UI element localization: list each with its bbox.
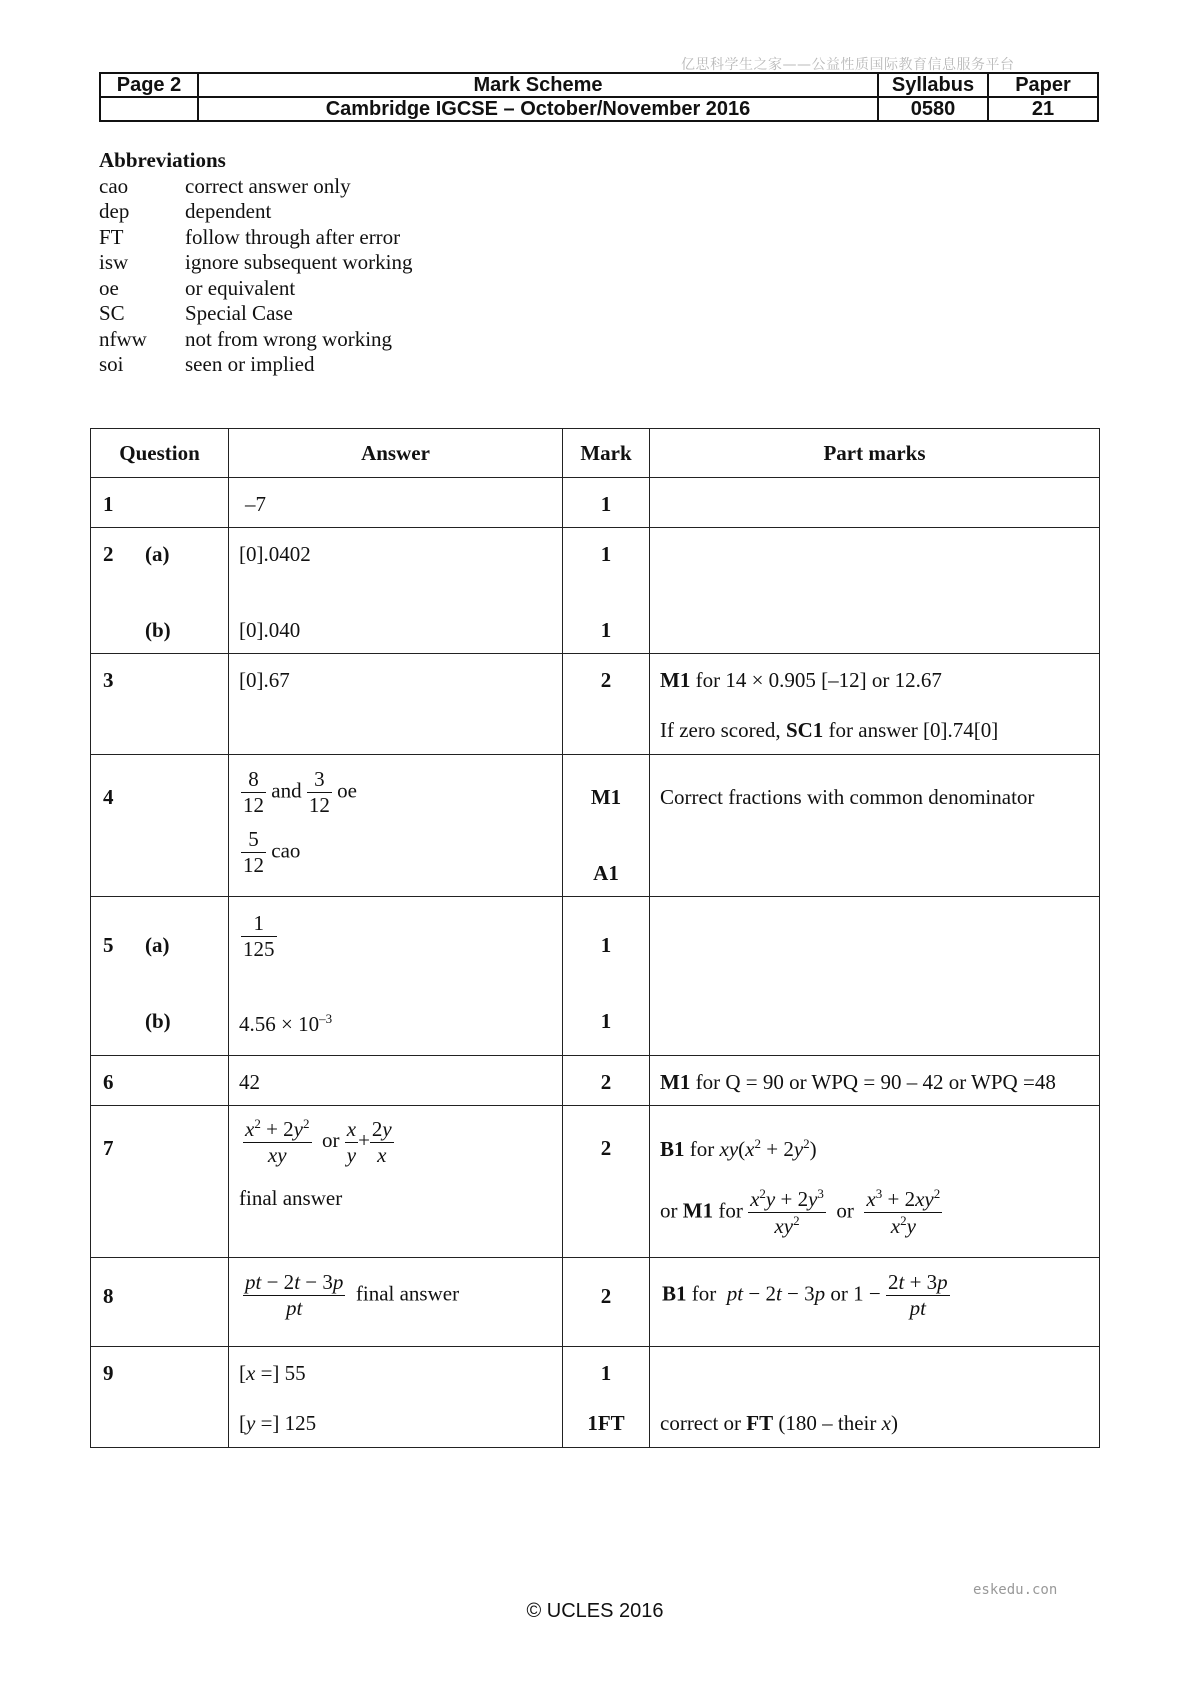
answer-text: [0].040	[239, 618, 301, 642]
denominator: 125	[243, 937, 275, 961]
abbr-row	[99, 199, 412, 225]
abbr-code: nfww	[99, 326, 147, 351]
answer-text	[239, 1011, 332, 1037]
table-row	[91, 478, 1100, 528]
mark-value: 1	[600, 1009, 612, 1033]
fraction: $\frac{x^3 + 2xy^2}{x^2y}$	[866, 1186, 941, 1238]
mark-code: M1	[660, 1070, 691, 1094]
answer-part: [	[239, 1361, 246, 1385]
answer-exponent: –3	[319, 1011, 333, 1026]
answer-fraction-final	[241, 827, 300, 878]
abbr-meaning: ignore subsequent working	[185, 250, 413, 274]
question-number: 3	[103, 668, 114, 692]
fraction	[307, 767, 332, 818]
abbr-row	[99, 250, 412, 276]
part-mark-detail: correct or	[660, 1411, 747, 1435]
part-mark-detail: for	[718, 1198, 743, 1223]
col-part-header: Part marks	[650, 429, 1100, 478]
part-mark-detail: or	[830, 1281, 848, 1306]
mark-scheme-table	[90, 428, 1100, 1448]
abbr-row	[99, 352, 412, 378]
answer-text: 42	[239, 1070, 260, 1094]
answer-part: =] 55	[255, 1361, 306, 1385]
answer-part: =] 125	[255, 1411, 317, 1435]
answer-text: or	[322, 1127, 340, 1152]
header-table	[99, 72, 1099, 122]
part-label: (a)	[145, 542, 170, 566]
mark-code: M1	[660, 668, 691, 692]
question-number: 7	[103, 1136, 114, 1160]
answer-expression: $\frac{x^2 + 2y^2}{xy}$ or $\frac{x}{y}$ + $\frac{2y}{x}$	[245, 1116, 392, 1167]
part-label: (b)	[145, 618, 171, 642]
mark-value: 1	[600, 933, 612, 957]
part-mark-text: B1 for pt − 2t − 3p or 1 − $\frac{2t + 3p}{pt}$	[662, 1270, 948, 1320]
part-mark-text	[660, 668, 942, 693]
part-mark-text	[660, 1070, 1056, 1095]
table-row	[91, 654, 1100, 755]
answer-fractions	[241, 767, 357, 818]
answer-text: cao	[271, 838, 301, 863]
table-row	[91, 1258, 1100, 1347]
part-mark-detail: for answer [0].74[0]	[823, 718, 999, 742]
abbreviations-title: Abbreviations	[99, 148, 226, 172]
paper-number: 21	[988, 97, 1098, 121]
abbr-code: soi	[99, 352, 124, 376]
part-mark-detail: If zero scored,	[660, 718, 786, 742]
mark-code: M1	[682, 1198, 714, 1223]
mark-value: 2	[600, 1284, 612, 1308]
table-row	[91, 1056, 1100, 1106]
watermark-bottom: eskedu.con	[973, 1582, 1058, 1598]
answer-base: 4.56 × 10	[239, 1012, 320, 1036]
mark-value: 2	[600, 1136, 612, 1160]
mark-code: FT	[746, 1411, 774, 1435]
mark-value: A1	[593, 861, 619, 885]
answer-text: final answer	[239, 1186, 343, 1210]
fraction	[241, 911, 277, 962]
abbr-meaning: Special Case	[185, 301, 293, 325]
col-answer-header: Answer	[229, 429, 563, 478]
question-number: 9	[103, 1361, 114, 1385]
abbr-meaning: not from wrong working	[185, 326, 393, 351]
answer-text	[239, 1411, 316, 1436]
numerator: 3	[314, 767, 325, 791]
fraction: $\frac{x}{y}$	[346, 1116, 357, 1167]
fraction: $\frac{2t + 3p}{pt}$	[887, 1270, 948, 1320]
paper-label: Paper	[988, 73, 1098, 97]
part-mark-detail: or	[660, 1198, 678, 1223]
question-number: 4	[103, 785, 114, 809]
abbr-code: FT	[99, 224, 124, 249]
fraction: $\frac{x^2 + 2y^2}{xy}$	[245, 1116, 310, 1167]
answer-variable: x	[246, 1361, 256, 1385]
page-label: Page 2	[100, 73, 198, 97]
denominator: 12	[308, 793, 330, 817]
table-header-row	[91, 429, 1100, 478]
abbr-row	[99, 225, 412, 251]
mark-value: 1	[600, 1361, 612, 1385]
mark-value: 1	[600, 618, 612, 642]
abbr-code: dep	[99, 199, 130, 223]
header-title: Mark Scheme	[198, 73, 878, 97]
numerator: 5	[248, 827, 259, 851]
syllabus-code: 0580	[878, 97, 988, 121]
part-label: (a)	[145, 933, 170, 957]
part-mark-text	[660, 1411, 898, 1436]
fraction	[241, 767, 266, 818]
mark-value: 1	[600, 542, 612, 566]
mark-value: 1FT	[587, 1411, 625, 1435]
abbr-code: SC	[99, 301, 125, 325]
question-number: 1	[103, 492, 114, 516]
table-row	[91, 755, 1100, 897]
denominator: 12	[243, 853, 264, 877]
numerator: 1	[253, 911, 264, 935]
table-row	[91, 1106, 1100, 1258]
part-mark-detail: (180 – their	[773, 1411, 882, 1435]
question-number: 8	[103, 1284, 114, 1308]
answer-text: and	[271, 778, 302, 803]
abbr-row	[99, 327, 412, 353]
answer-expression	[243, 1270, 459, 1321]
part-mark-text: B1 for $xy(x^2 + 2y^2)$	[660, 1136, 817, 1161]
fraction	[241, 827, 266, 878]
col-question-header: Question	[91, 429, 229, 478]
answer-text: [0].0402	[239, 542, 311, 566]
numerator: 8	[248, 767, 259, 791]
copyright-footer: © UCLES 2016	[526, 1600, 664, 1622]
part-mark-detail: )	[890, 1411, 898, 1435]
question-number: 6	[103, 1070, 114, 1094]
answer-text: final answer	[355, 1281, 460, 1306]
abbr-code: oe	[99, 275, 119, 300]
part-mark-detail: or	[836, 1198, 854, 1223]
part-mark-detail: for	[691, 1281, 717, 1306]
denominator: 12	[243, 793, 264, 817]
part-mark-detail: for 14 × 0.905 [–12] or 12.67	[690, 668, 942, 692]
mark-value: 2	[600, 668, 612, 692]
fraction: $\frac{x^2y + 2y^3}{xy^2}$	[750, 1186, 824, 1238]
abbr-row	[99, 301, 412, 327]
answer-variable: y	[246, 1411, 256, 1435]
abbr-meaning: follow through after error	[185, 224, 401, 249]
fraction: $\frac{pt - 2t - 3p}{pt}$	[245, 1270, 344, 1320]
part-mark-text: Correct fractions with common denominator	[660, 785, 1035, 809]
part-mark-text	[660, 718, 998, 743]
syllabus-label: Syllabus	[878, 73, 988, 97]
table-row	[91, 1347, 1100, 1448]
header-subtitle: Cambridge IGCSE – October/November 2016	[198, 97, 878, 121]
table-row	[91, 528, 1100, 654]
mark-code: B1	[660, 1137, 685, 1161]
mark-value: 2	[600, 1070, 612, 1094]
answer-text: oe	[337, 778, 357, 803]
abbreviations	[99, 148, 412, 378]
answer-fraction	[241, 911, 277, 962]
part-mark-variable: x	[881, 1411, 891, 1435]
question-number: 2	[103, 542, 114, 566]
mark-code: SC1	[785, 718, 824, 742]
abbr-row	[99, 276, 412, 302]
mark-value: 1	[600, 492, 612, 516]
abbr-row	[99, 174, 412, 200]
abbr-code: cao	[99, 173, 129, 198]
part-mark-detail: for Q = 90 or WPQ = 90 – 42 or WPQ =48	[690, 1070, 1056, 1094]
col-mark-header: Mark	[563, 429, 650, 478]
abbr-meaning: dependent	[185, 199, 272, 223]
question-number: 5	[103, 933, 114, 957]
watermark-top: 亿思科学生之家——公益性质国际教育信息服务平台	[681, 57, 1015, 73]
abbr-meaning: correct answer only	[185, 173, 351, 198]
answer-text	[239, 1361, 306, 1386]
mark-value: M1	[590, 785, 622, 809]
part-label: (b)	[145, 1009, 171, 1033]
part-mark-detail: for	[689, 1137, 715, 1161]
table-row	[91, 897, 1100, 1056]
mark-code: B1	[662, 1281, 687, 1306]
abbr-code: isw	[99, 250, 129, 274]
header-empty-cell	[100, 97, 198, 121]
answer-text: [0].67	[239, 668, 290, 692]
answer-part: [	[239, 1411, 246, 1435]
answer-text: –7	[245, 492, 266, 516]
abbr-meaning: or equivalent	[185, 275, 296, 300]
part-mark-text	[660, 1186, 942, 1239]
fraction: $\frac{2y}{x}$	[371, 1116, 392, 1167]
abbr-meaning: seen or implied	[185, 352, 315, 376]
